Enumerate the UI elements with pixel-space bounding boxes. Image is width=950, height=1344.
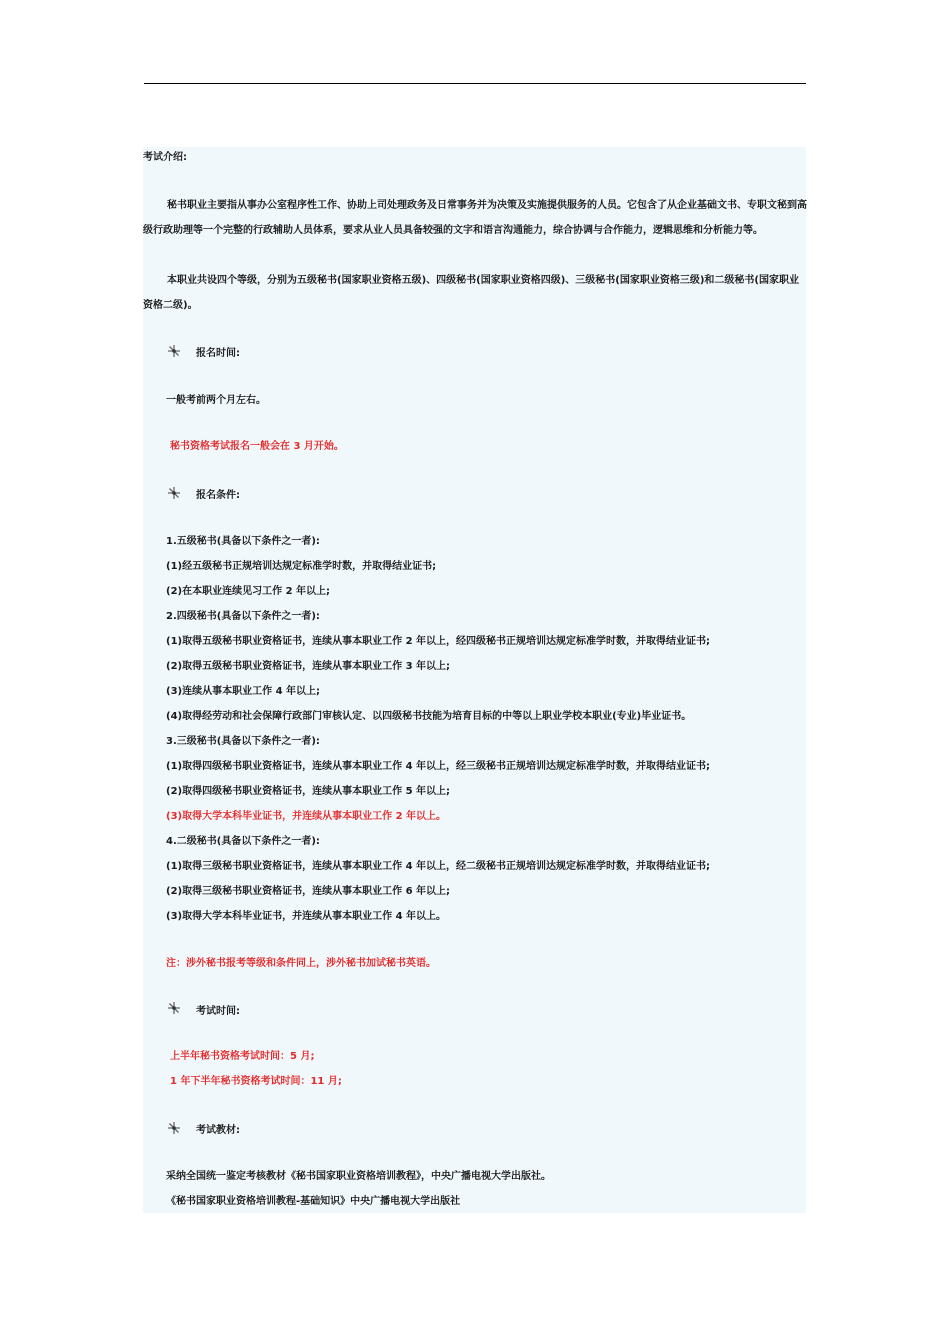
registration-time-note: 秘书资格考试报名一般会在 3 月开始。: [170, 441, 344, 452]
condition-line: (1)取得三级秘书职业资格证书，连续从事本职业工作 4 年以上，经二级秘书正规培训达规定标准学时数，并取得结业证书;: [166, 861, 711, 872]
textbooks-heading: 考试教材:: [196, 1125, 240, 1136]
condition-line: (3)连续从事本职业工作 4 年以上;: [166, 686, 321, 697]
bullet-sparkle-icon: [166, 485, 182, 501]
condition-line: 4.二级秘书(具备以下条件之一者):: [166, 836, 320, 847]
registration-conditions-heading: 报名条件:: [196, 490, 240, 501]
condition-line: 3.三级秘书(具备以下条件之一者):: [166, 736, 320, 747]
intro-heading: 考试介绍:: [143, 152, 187, 163]
condition-line: (1)取得五级秘书职业资格证书，连续从事本职业工作 2 年以上，经四级秘书正规培训达规定标准学时数，并取得结业证书;: [166, 636, 711, 647]
condition-line: (2)取得五级秘书职业资格证书，连续从事本职业工作 3 年以上;: [166, 661, 451, 672]
condition-line: (4)取得经劳动和社会保障行政部门审核认定、以四级秘书技能为培育目标的中等以上职业学校本职业(专业)毕业证书。: [166, 711, 692, 722]
condition-line: (3)取得大学本科毕业证书，并连续从事本职业工作 4 年以上。: [166, 911, 447, 922]
exam-time-heading: 考试时间:: [196, 1006, 240, 1017]
textbooks-line-1: 采纳全国统一鉴定考核教材《秘书国家职业资格培训教程》，中央广播电视大学出版社。: [166, 1171, 551, 1182]
condition-line: (2)取得三级秘书职业资格证书，连续从事本职业工作 6 年以上;: [166, 886, 451, 897]
bullet-sparkle-icon: [166, 1120, 182, 1136]
condition-line-highlight: (3)取得大学本科毕业证书，并连续从事本职业工作 2 年以上。: [166, 811, 447, 822]
condition-line: (1)经五级秘书正规培训达规定标准学时数，并取得结业证书;: [166, 561, 437, 572]
exam-time-line-2: 1 年下半年秘书资格考试时间：11 月;: [170, 1076, 342, 1087]
exam-time-line-1: 上半年秘书资格考试时间：5 月;: [170, 1051, 315, 1062]
textbooks-line-2: 《秘书国家职业资格培训教程-基础知识》中央广播电视大学出版社: [166, 1196, 461, 1207]
intro-paragraph-1: 秘书职业主要指从事办公室程序性工作、协助上司处理政务及日常事务并为决策及实施提供服务的人员。它包含了从企业基础文书、专职文秘到高级行政助理等一个完整的行政辅助人员体系，要求从业人员具备较强的文字和语言沟通能力，综合协调与合作能力，逻辑思维和分析能力等。: [143, 200, 807, 236]
condition-line: 1.五级秘书(具备以下条件之一者):: [166, 536, 320, 547]
bullet-sparkle-icon: [166, 1000, 182, 1016]
bullet-sparkle-icon: [166, 343, 182, 359]
condition-line: 2.四级秘书(具备以下条件之一者):: [166, 611, 320, 622]
condition-line: (2)在本职业连续见习工作 2 年以上;: [166, 586, 331, 597]
registration-time-heading: 报名时间:: [196, 348, 240, 359]
condition-line: (2)取得四级秘书职业资格证书，连续从事本职业工作 5 年以上;: [166, 786, 451, 797]
intro-paragraph-2: 本职业共设四个等级，分别为五级秘书(国家职业资格五级)、四级秘书(国家职业资格四级)、三级秘书(国家职业资格三级)和二级秘书(国家职业资格二级)。: [143, 275, 799, 311]
top-rule: [144, 83, 806, 84]
condition-line: (1)取得四级秘书职业资格证书，连续从事本职业工作 4 年以上，经三级秘书正规培训达规定标准学时数，并取得结业证书;: [166, 761, 711, 772]
registration-conditions-note: 注：涉外秘书报考等级和条件同上，涉外秘书加试秘书英语。: [166, 958, 436, 969]
registration-time-text: 一般考前两个月左右。: [166, 395, 266, 406]
